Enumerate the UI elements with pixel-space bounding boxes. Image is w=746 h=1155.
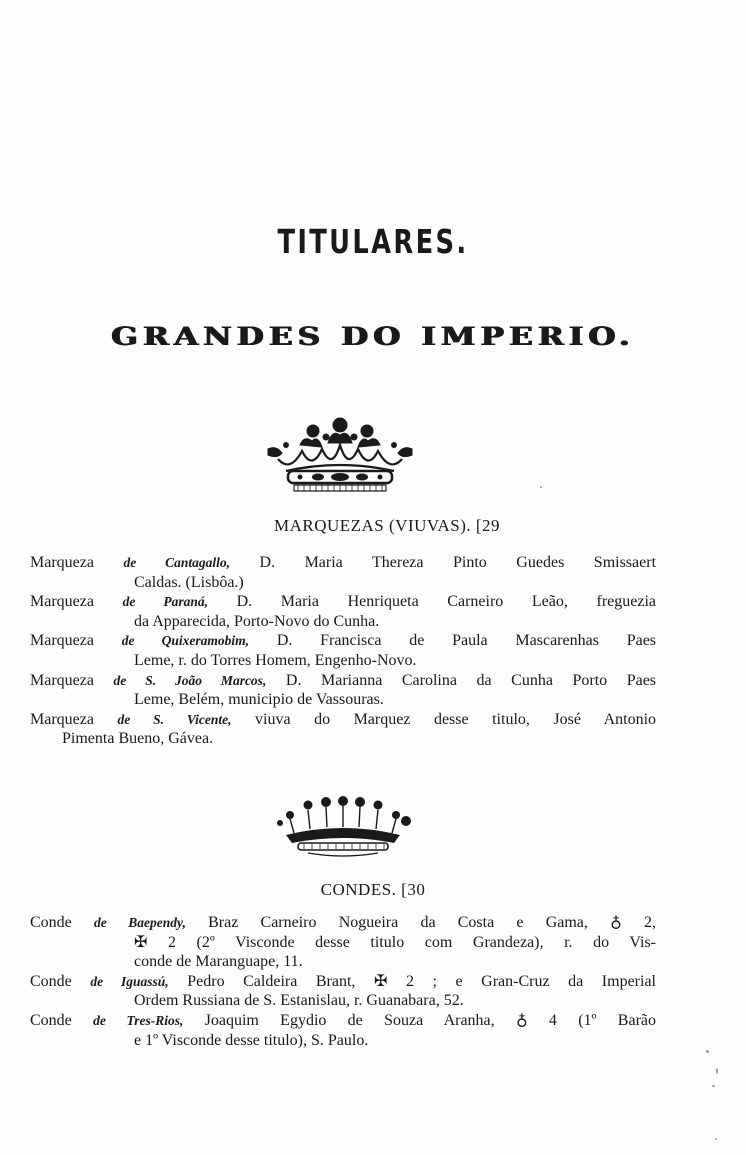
condes-heading: CONDES. [30 [320,880,426,899]
entry-text: conde de Maranguape, 11. [134,953,303,971]
entry-place: de Iguassú, [90,973,169,989]
condes-list [30,913,656,1050]
entry-text: e 1º Visconde desse titulo), S. Paulo. [134,1031,369,1049]
entry-place: de S. João Marcos, [113,672,267,688]
scan-speck [706,1050,709,1053]
entry-text: D. Maria Thereza Pinto Guedes Smissaert [259,554,657,571]
entry-rank: Conde [30,914,72,931]
entry-text: Leme, Belém, municipio de Vassouras. [134,691,384,709]
entry-rank: Marqueza [30,671,94,689]
scan-speck [540,486,542,488]
entry-text: Pimenta Bueno, Gávea. [62,730,214,748]
entry-text: Pedro Caldeira Brant, ✠ 2 ; e Gran-Cruz da Imperial [187,972,656,990]
entry-text: ✠ 2 (2º Visconde desse titulo com Grandeza), r. do Vis- [134,933,656,951]
entry-place: de Cantagallo, [123,555,230,570]
scan-speck [716,1068,718,1074]
entry-text: viuva do Marquez desse titulo, José Antonio [255,710,657,728]
list-item [30,710,656,749]
marquezas-list [30,553,656,749]
entry-text: D. Francisca de Paula Mascarenhas Paes [276,632,657,650]
entry-rank: Marqueza [30,632,94,650]
entry-text: Braz Carneiro Nogueira da Costa e Gama, ♁ 2, [208,914,656,931]
entry-text: Leme, r. do Torres Homem, Engenho-Novo. [134,651,417,669]
list-item [30,631,656,670]
entry-text: Caldas. (Lisbôa.) [134,573,244,591]
entry-text: Joaquim Egydio de Souza Aranha, ♁ 4 (1º Barão [204,1011,657,1029]
entry-place: de S. Vicente, [117,711,232,727]
entry-place: de Baependy, [93,915,186,930]
list-item [30,972,656,1011]
entry-rank: Conde [30,972,72,990]
list-item [30,913,656,972]
entry-place: de Paraná, [122,594,208,610]
entry-place: de Tres-Rios, [93,1012,184,1028]
entry-place: de Quixeramobim, [121,633,250,649]
list-item [30,671,656,710]
scan-speck [712,1085,715,1087]
marquis-coronet-icon [256,415,424,501]
list-item [30,592,656,631]
entry-rank: Marqueza [30,593,94,611]
entry-rank: Conde [30,1011,72,1029]
page-title: TITULARES. [277,222,469,261]
section-title: GRANDES DO IMPERIO. [111,322,635,351]
count-coronet-icon [268,795,418,861]
entry-rank: Marqueza [30,710,94,728]
entry-text: da Apparecida, Porto-Novo do Cunha. [134,612,380,630]
scan-speck [715,1138,717,1140]
marquezas-heading: MARQUEZAS (VIUVAS). [29 [273,516,501,535]
entry-text: Ordem Russiana de S. Estanislau, r. Guanabara, 52. [134,992,464,1010]
list-item [30,553,656,592]
entry-text: D. Maria Henriqueta Carneiro Leão, freguezia [236,593,657,611]
list-item [30,1011,656,1050]
entry-text: D. Marianna Carolina da Cunha Porto Paes [285,671,657,689]
entry-rank: Marqueza [30,554,94,571]
